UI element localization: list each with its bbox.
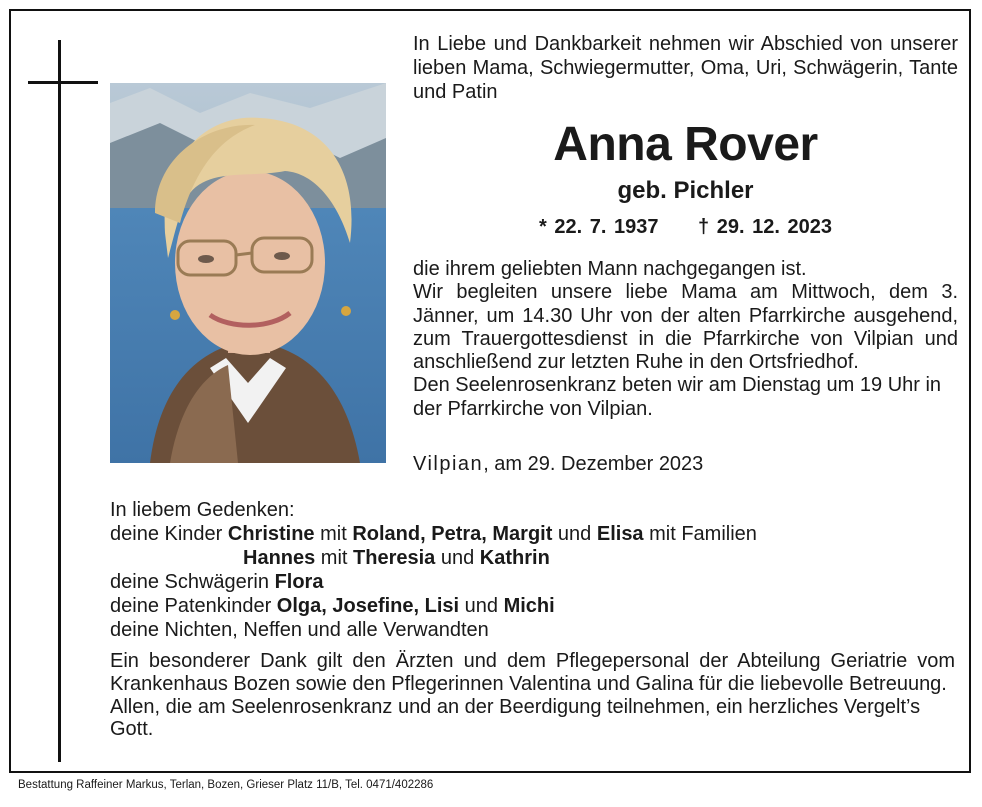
funeral-details — [413, 258, 958, 421]
mourner-name: Christine — [227, 523, 315, 545]
intro-text: In Liebe und Dankbarkeit nehmen wir Abschied von unserer lieben Mama, Schwiegermutter, Oma, Uri, Schwägerin, Tante und Patin — [413, 33, 958, 103]
body-paragraph: Den Seelenrosenkranz beten wir am Dienstag um 19 Uhr in der Pfarrkirche von Vilpian. — [413, 374, 942, 420]
mourners-relatives-line: deine Nichten, Neffen und alle Verwandten — [110, 619, 489, 641]
mourner-name: Hannes — [243, 547, 316, 569]
mourners-children-line — [110, 522, 960, 546]
body-paragraph: Wir begleiten unsere liebe Mama am Mittwoch, dem 3. Jänner, um 14.30 Uhr von der alten Pfarrkirche ausgehend, zum Trauergottesdienst in die Pfarrkirche von Vilpian und anschließend zur letzten Ruhe in den Ortsfriedhof. — [413, 281, 958, 374]
life-dates — [413, 214, 958, 240]
mourners-godchildren-line — [110, 594, 960, 618]
thanks-paragraph: Allen, die am Seelenrosenkranz und an der Beerdigung teilnehmen, ein herzliches Vergelt’s Gott. — [110, 695, 921, 741]
mourner-name: Theresia — [353, 547, 436, 569]
mourners-list — [110, 498, 960, 642]
connector: und — [552, 523, 597, 545]
godchildren-label: deine Patenkinder — [110, 595, 277, 617]
connector: mit — [314, 523, 353, 545]
place-date-text: , am 29. Dezember 2023 — [483, 453, 704, 475]
portrait-photo — [110, 83, 386, 463]
mourner-name: Elisa — [596, 523, 644, 545]
cross-icon-horizontal — [28, 81, 98, 84]
maiden-name: geb. Pichler — [617, 177, 754, 204]
thanks-text — [110, 650, 955, 741]
funeral-home-footer: Bestattung Raffeiner Markus, Terlan, Bozen, Grieser Platz 11/B, Tel. 0471/402286 — [18, 779, 434, 791]
memory-heading: In liebem Gedenken: — [110, 499, 295, 521]
connector: und — [435, 547, 480, 569]
cross-icon-vertical — [58, 40, 61, 762]
mourner-name: Roland, Petra, Margit — [352, 523, 553, 545]
place-date — [413, 452, 703, 476]
birth-date: * 22. 7. 1937 — [539, 216, 659, 238]
thanks-paragraph: Ein besonderer Dank gilt den Ärzten und dem Pflegepersonal der Abteilung Geriatrie vom Krankenhaus Bozen sowie den Pflegerinnen Valentina und Galina für die liebevolle Betreuung. — [110, 650, 955, 695]
mourner-name: Olga, Josefine, Lisi — [276, 595, 460, 617]
mourners-children-line-2 — [110, 546, 960, 570]
mourners-sister-line — [110, 570, 960, 594]
mourner-name: Michi — [503, 595, 555, 617]
body-paragraph: die ihrem geliebten Mann nachgegangen ist. — [413, 258, 807, 280]
sister-label: deine Schwägerin — [110, 571, 275, 593]
deceased-name: Anna Rover — [553, 118, 818, 171]
mourner-name: Flora — [274, 571, 324, 593]
place-town: Vilpian — [413, 453, 484, 475]
mourner-name: Kathrin — [479, 547, 550, 569]
connector: mit — [315, 547, 354, 569]
connector: und — [459, 595, 504, 617]
connector: mit Familien — [643, 523, 757, 545]
death-date: † 29. 12. 2023 — [698, 216, 832, 238]
children-label: deine Kinder — [110, 523, 228, 545]
